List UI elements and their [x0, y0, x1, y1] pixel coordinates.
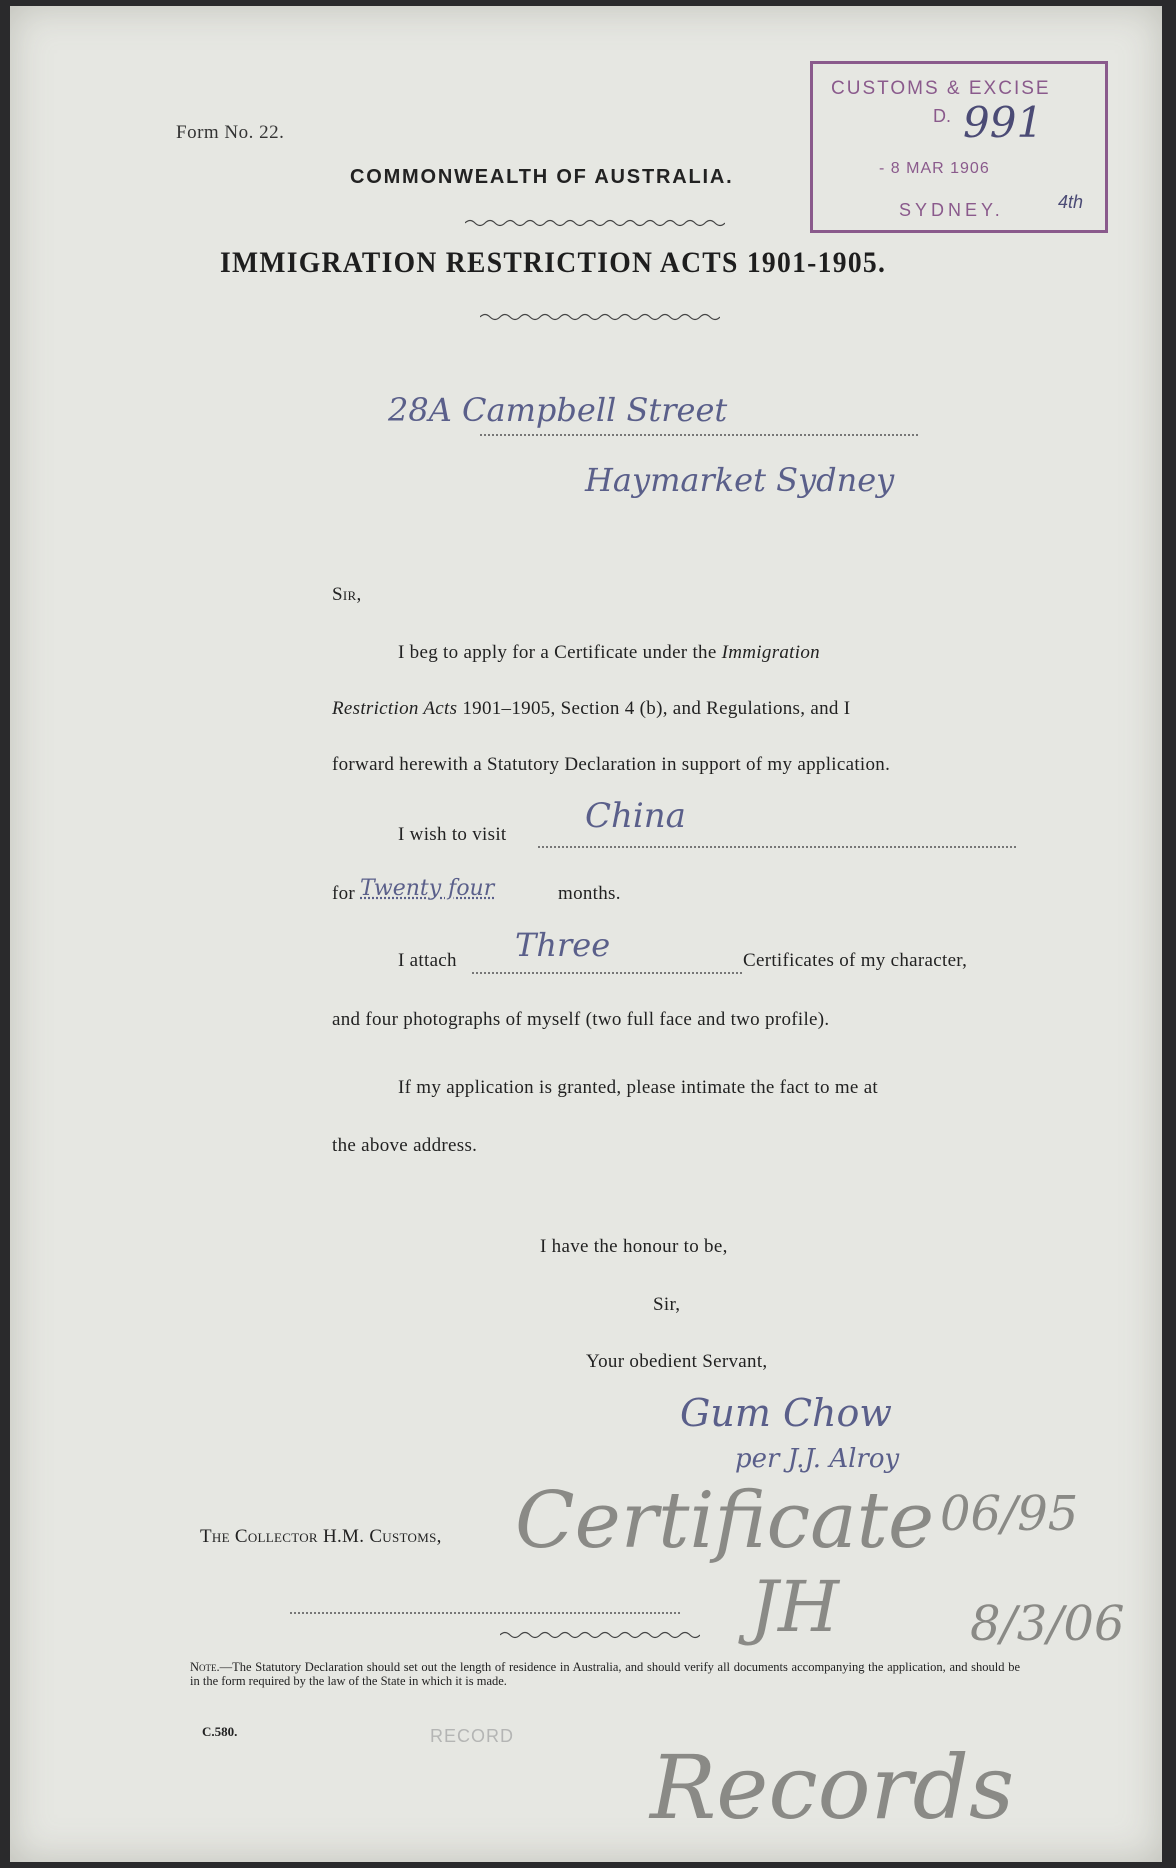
certificate-number-annotation: 06/95	[940, 1486, 1079, 1542]
customs-stamp	[810, 61, 1108, 233]
form-number: Form No. 22.	[176, 122, 285, 143]
attach-count: Three	[515, 926, 611, 964]
address-line-1: 28A Campbell Street	[388, 391, 728, 429]
text-run: I beg to apply for a Certificate under the	[398, 642, 722, 663]
ornamental-rule	[500, 1630, 700, 1640]
visit-label: I wish to visit	[398, 824, 507, 845]
initials-annotation: JH	[750, 1566, 840, 1648]
stamp-number: 991	[963, 98, 1044, 147]
footnote	[190, 1660, 1020, 1688]
visit-destination: China	[585, 796, 686, 836]
text-run-italic: Immigration	[721, 642, 820, 663]
ornamental-rule	[480, 312, 720, 322]
attach-dotted-line	[472, 972, 742, 974]
records-annotation: Records	[650, 1736, 1015, 1839]
paragraph-3-line-1: If my application is granted, please intimate the fact to me at	[398, 1077, 879, 1098]
address-line-2: Haymarket Sydney	[585, 461, 895, 499]
closing-servant: Your obedient Servant,	[586, 1351, 768, 1372]
paragraph-1-line-2	[332, 698, 850, 720]
closing-honour: I have the honour to be,	[540, 1236, 728, 1257]
commonwealth-heading: COMMONWEALTH OF AUSTRALIA.	[350, 166, 734, 188]
date-annotation: 8/3/06	[970, 1596, 1125, 1652]
months-label: months.	[558, 883, 621, 904]
paragraph-1-line-3: forward herewith a Statutory Declaration in support of my application.	[332, 754, 891, 775]
ornamental-rule	[465, 218, 725, 228]
attach-label: I attach	[398, 950, 457, 971]
faint-stamp-text: RECORD	[430, 1726, 515, 1746]
addressee: The Collector H.M. Customs,	[200, 1526, 442, 1547]
attach-suffix: Certificates of my character,	[743, 950, 968, 971]
paragraph-1-line-1	[398, 642, 820, 664]
closing-sir: Sir,	[653, 1294, 681, 1315]
salutation: Sir,	[332, 584, 362, 605]
address-dotted-line	[480, 434, 918, 436]
stamp-city: SYDNEY.	[899, 200, 1004, 220]
text-run-italic: Restriction Acts	[332, 698, 458, 719]
paragraph-3-line-2: the above address.	[332, 1135, 478, 1156]
duration-value: Twenty four	[360, 876, 495, 901]
visit-dotted-line	[538, 846, 1016, 848]
text-run: 1901–1905, Section 4 (b), and Regulations, and I	[457, 698, 851, 719]
document-title: IMMIGRATION RESTRICTION ACTS 1901-1905.	[220, 246, 887, 279]
duration-prefix: for	[332, 883, 356, 904]
form-code: C.580.	[202, 1724, 238, 1739]
stamp-annotation: 4th	[1058, 192, 1084, 212]
certificate-annotation: Certificate	[515, 1476, 935, 1566]
note-text: —The Statutory Declaration should set out the length of residence in Australia, and should verify all documents accompanying the application, and should be in the form required by the law of the State in which it is made.	[190, 1660, 1020, 1688]
stamp-heading: CUSTOMS & EXCISE	[831, 78, 1051, 99]
stamp-date: - 8 MAR 1906	[879, 160, 990, 177]
document-page	[10, 6, 1162, 1862]
signature: Gum Chow	[680, 1391, 892, 1435]
signature-per: per J.J. Alroy	[735, 1444, 900, 1474]
addressee-dotted-line	[290, 1612, 680, 1614]
stamp-letter: D.	[933, 106, 951, 126]
note-label: Note.	[190, 1660, 220, 1674]
photographs-line: and four photographs of myself (two full face and two profile).	[332, 1009, 830, 1030]
